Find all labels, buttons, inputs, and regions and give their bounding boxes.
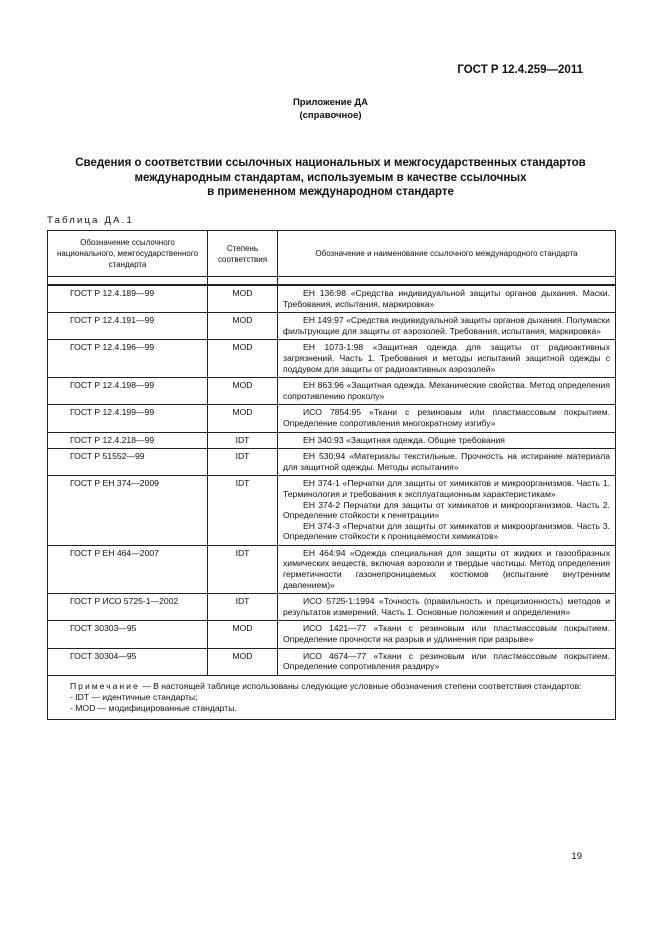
international-standard-text: ЕН 863:96 «Защитная одежда. Механические свойства. Метод определения сопротивлению проколу» <box>283 380 610 401</box>
header-separator-row <box>48 277 616 286</box>
page-number: 19 <box>571 851 582 862</box>
table-row <box>48 313 616 340</box>
degree-cell: IDT <box>208 545 278 593</box>
appendix-subtitle: (справочное) <box>299 110 362 121</box>
international-standard-cell <box>278 285 616 313</box>
international-standard-cell <box>278 378 616 405</box>
appendix-title: Приложение ДА <box>292 97 369 108</box>
international-standard-cell <box>278 313 616 340</box>
international-standard-text: ЕН 464:94 «Одежда специальная для защиты от жидких и газообразных химических веществ, включая аэрозоли и твердые частицы. Метод определения герметичности газонепроницаемых костюмов (испытание внутренним давлением)» <box>283 547 610 590</box>
table-header-row <box>48 231 616 277</box>
national-standard-cell: ГОСТ Р 12.4.218—99 <box>48 432 208 449</box>
national-standard-cell: ГОСТ Р 12.4.191—99 <box>48 313 208 340</box>
national-standard-cell: ГОСТ 30304—95 <box>48 648 208 675</box>
table-row <box>48 621 616 648</box>
international-standard-cell <box>278 405 616 432</box>
international-standard-cell <box>278 476 616 546</box>
note-item-mod: - MOD — модифицированные стандарты. <box>70 702 237 713</box>
international-standard-text: ЕН 136:98 «Средства индивидуальной защиты органов дыхания. Маски. Требования, испытания, маркировка» <box>283 288 610 309</box>
international-standard-text: ЕН 530:94 «Материалы текстильные. Прочность на истирание материала для защитной одежды. Методы испытания» <box>283 451 610 472</box>
header-international-standard: Обозначение и наименование ссылочного международного стандарта <box>278 231 616 277</box>
heading-line-1: Сведения о соответствии ссылочных национальных и межгосударственных стандартов <box>75 157 586 169</box>
degree-cell: MOD <box>208 285 278 313</box>
national-standard-cell: ГОСТ Р ЕН 464—2007 <box>48 545 208 593</box>
international-standard-text: ЕН 340:93 «Защитная одежда. Общие требования <box>303 434 505 445</box>
note-text: — В настоящей таблице использованы следующие условные обозначения степени соответствия стандартов: <box>139 680 582 691</box>
national-standard-cell: ГОСТ Р 12.4.198—99 <box>48 378 208 405</box>
table-row <box>48 285 616 313</box>
section-heading <box>40 156 621 200</box>
table-label: Таблица ДА.1 <box>47 215 134 226</box>
note-item-idt: - IDT — идентичные стандарты; <box>70 691 198 702</box>
table-row <box>48 378 616 405</box>
table-note <box>48 675 616 719</box>
international-standard-cell <box>278 545 616 593</box>
national-standard-cell: ГОСТ Р 12.4.199—99 <box>48 405 208 432</box>
table-row <box>48 405 616 432</box>
national-standard-cell: ГОСТ Р 12.4.196—99 <box>48 340 208 378</box>
international-standard-cell <box>278 432 616 449</box>
international-standard-text: ЕН 374-1 «Перчатки для защиты от химикатов и микроорганизмов. Часть 1. Терминология и требования к эксплуатационным характеристикам» <box>283 478 610 499</box>
international-standard-text: ИСО 5725-1:1994 «Точность (правильность и прецизионность) методов и результатов измерений. Часть 1. Основные положения и определения» <box>283 596 610 617</box>
degree-cell: IDT <box>208 432 278 449</box>
header-degree: Степень соответствия <box>208 231 278 277</box>
national-standard-cell: ГОСТ 30303—95 <box>48 621 208 648</box>
international-standard-cell <box>278 594 616 621</box>
degree-cell: MOD <box>208 378 278 405</box>
table-row <box>48 545 616 593</box>
international-standard-cell <box>278 449 616 476</box>
international-standard-text: ЕН 374-3 «Перчатки для защиты от химикатов и микроорганизмов. Часть 3. Определение стойкости к проницаемости химикатов» <box>283 520 610 542</box>
degree-cell: IDT <box>208 476 278 546</box>
national-standard-cell: ГОСТ Р 12.4.189—99 <box>48 285 208 313</box>
note-lead <box>56 681 607 692</box>
note-label: Примечание <box>70 680 140 691</box>
degree-cell: IDT <box>208 449 278 476</box>
national-standard-cell: ГОСТ Р ЕН 374—2009 <box>48 476 208 546</box>
table-row <box>48 340 616 378</box>
international-standard-cell <box>278 648 616 675</box>
heading-line-3: в примененном международном стандарте <box>207 186 454 198</box>
table-row <box>48 648 616 675</box>
header-national-standard: Обозначение ссылочного национального, межгосударственного стандарта <box>48 231 208 277</box>
international-standard-text: ЕН 149:97 «Средства индивидуальной защиты органов дыхания. Полумаски фильтрующие для защиты от аэрозолей. Требования, испытания, маркировка» <box>283 315 610 336</box>
appendix-heading <box>0 96 661 122</box>
international-standard-cell <box>278 621 616 648</box>
national-standard-cell: ГОСТ Р 51552—99 <box>48 449 208 476</box>
table-note-row <box>48 675 616 719</box>
document-code: ГОСТ Р 12.4.259—2011 <box>457 64 583 76</box>
correspondence-table <box>47 230 616 720</box>
international-standard-text: ИСО 7854:95 «Ткани с резиновым или пластмассовым покрытием. Определение сопротивления многократному изгибу» <box>283 407 610 428</box>
degree-cell: MOD <box>208 340 278 378</box>
degree-cell: IDT <box>208 594 278 621</box>
international-standard-text: ЕН 374-2 Перчатки для защиты от химикатов и микроорганизмов. Часть 2. Определение стойкости к пенетрации» <box>283 499 610 521</box>
table-row <box>48 476 616 546</box>
international-standard-text: ИСО 1421—77 «Ткани с резиновым или пластмассовым покрытием. Определение прочности на разрыв и удлинения при разрыве» <box>283 623 610 645</box>
international-standard-cell <box>278 340 616 378</box>
degree-cell: MOD <box>208 405 278 432</box>
international-standard-text: ЕН 1073-1:98 «Защитная одежда для защиты от радиоактивных загрязнений. Часть 1. Требования и методы испытаний защитной одежды с поддувом для защиты от радиоактивных аэрозолей» <box>283 342 610 374</box>
degree-cell: MOD <box>208 313 278 340</box>
degree-cell: MOD <box>208 621 278 648</box>
national-standard-cell: ГОСТ Р ИСО 5725-1—2002 <box>48 594 208 621</box>
table-row <box>48 449 616 476</box>
table-row <box>48 594 616 621</box>
degree-cell: MOD <box>208 648 278 675</box>
table-row <box>48 432 616 449</box>
international-standard-text: ИСО 4674—77 «Ткани с резиновым или пластмассовым покрытием. Определение сопротивления раздиру» <box>283 650 610 672</box>
heading-line-2: международным стандартам, используемым в качестве ссылочных <box>134 171 527 184</box>
